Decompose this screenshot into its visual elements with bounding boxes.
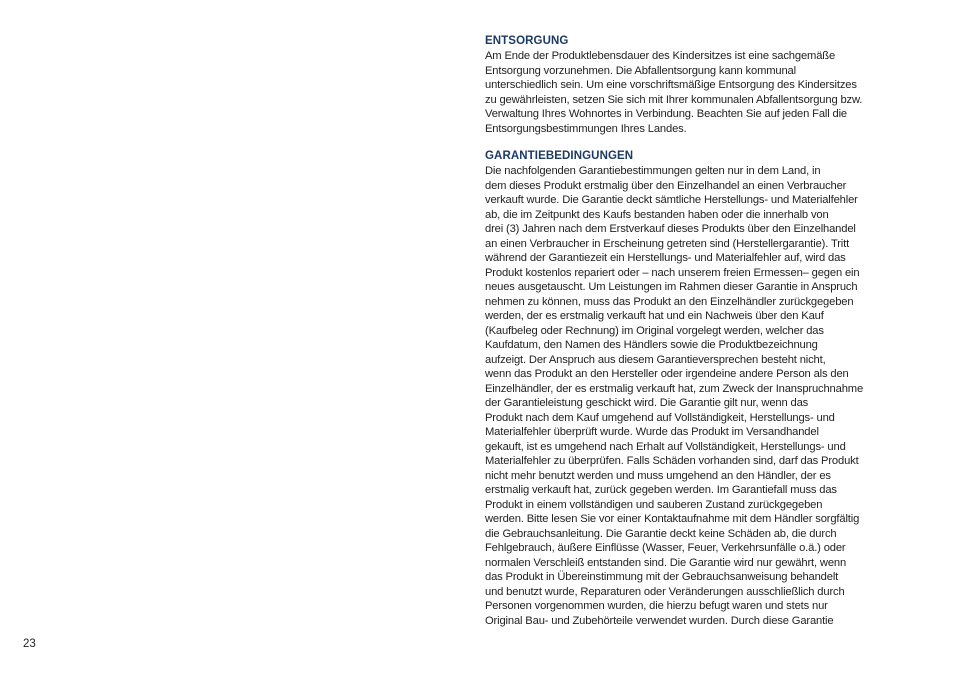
- section-heading: ENTSORGUNG: [485, 35, 569, 47]
- section-body: Die nachfolgenden Garantiebestimmungen gelten nur in dem Land, in dem dieses Produkt erstmalig über den Einzelhandel an einen Verbraucher verkauft wurde. Die Garantie deckt sämtliche Herstellungs- und Materialfehler ab, die im Zeitpunkt des Kaufs bestanden haben oder die innerhalb von drei (3) Jahren nach dem Erstverkauf dieses Produkts über den Einzelhandel an einen Verbraucher in Erscheinung getreten sind (Herstellergarantie). Tritt während der Garantiezeit ein Herstellungs- und Materialfehler auf, wird das Produkt kostenlos repariert oder – nach unserem freien Ermessen– gegen ein neues ausgetauscht. Um Leistungen im Rahmen dieser Garantie in Anspruch nehmen zu können, muss das Produkt an den Einzelhändler zurückgegeben werden, der es erstmalig verkauft hat und ein Nachweis über den Kauf (Kaufbeleg oder Rechnung) im Original vorgelegt werden, welcher das Kaufdatum, den Namen des Händlers sowie die Produktbezeichnung aufzeigt. Der Anspruch aus diesem Garantieversprechen besteht nicht, wenn das Produkt an den Hersteller oder irgendeine andere Person als den Einzelhändler, der es erstmalig verkauft hat, zum Zweck der Inanspruchnahme der Garantieleistung geschickt wird. Die Garantie gilt nur, wenn das Produkt nach dem Kauf umgehend auf Vollständigkeit, Herstellungs- und Materialfehler überprüft wurde. Wurde das Produkt im Versandhandel gekauft, ist es umgehend nach Erhalt auf Vollständigkeit, Herstellungs- und Materialfehler zu überprüfen. Falls Schäden vorhanden sind, darf das Produkt nicht mehr benutzt werden und muss umgehend an den Händler, der es erstmalig verkauft hat, zurück gegeben werden. Im Garantiefall muss das Produkt in einem vollständigen und sauberen Zustand zurückgegeben werden. Bitte lesen Sie vor einer Kontaktaufnahme mit dem Händler sorgfältig die Gebrauchsanleitung. Die Garantie deckt keine Schäden ab, die durch Fehlgebrauch, äußere Einflüsse (Wasser, Feuer, Verkehrsunfälle o.ä.) oder normalen Verschleiß entstanden sind. Die Garantie wird nur gewährt, wenn das Produkt in Übereinstimmung mit der Gebrauchsanweisung behandelt und benutzt wurde, Reparaturen oder Veränderungen ausschließlich durch Personen vorgenommen wurden, die hierzu befugt waren und stets nur Original Bau- und Zubehörteile verwendet wurden. Durch diese Garantie: [485, 165, 864, 627]
- section-heading: GARANTIEBEDINGUNGEN: [485, 150, 634, 162]
- page-number: 23: [23, 638, 36, 650]
- section-entsorgung: [485, 34, 925, 136]
- section-body: Am Ende der Produktlebensdauer des Kindersitzes ist eine sachgemäße Entsorgung vorzunehmen. Die Abfallentsorgung kann kommunal unterschiedlich sein. Um eine vorschriftsmäßige Entsorgung des Kindersitzes zu gewährleisten, setzen Sie sich mit Ihrer kommunalen Abfallentsorgung bzw. Verwaltung Ihres Wohnortes in Verbindung. Beachten Sie auf jeden Fall die Entsorgungsbestimmungen Ihres Landes.: [485, 50, 863, 135]
- section-garantiebedingungen: [485, 149, 925, 628]
- text-column: [485, 34, 925, 628]
